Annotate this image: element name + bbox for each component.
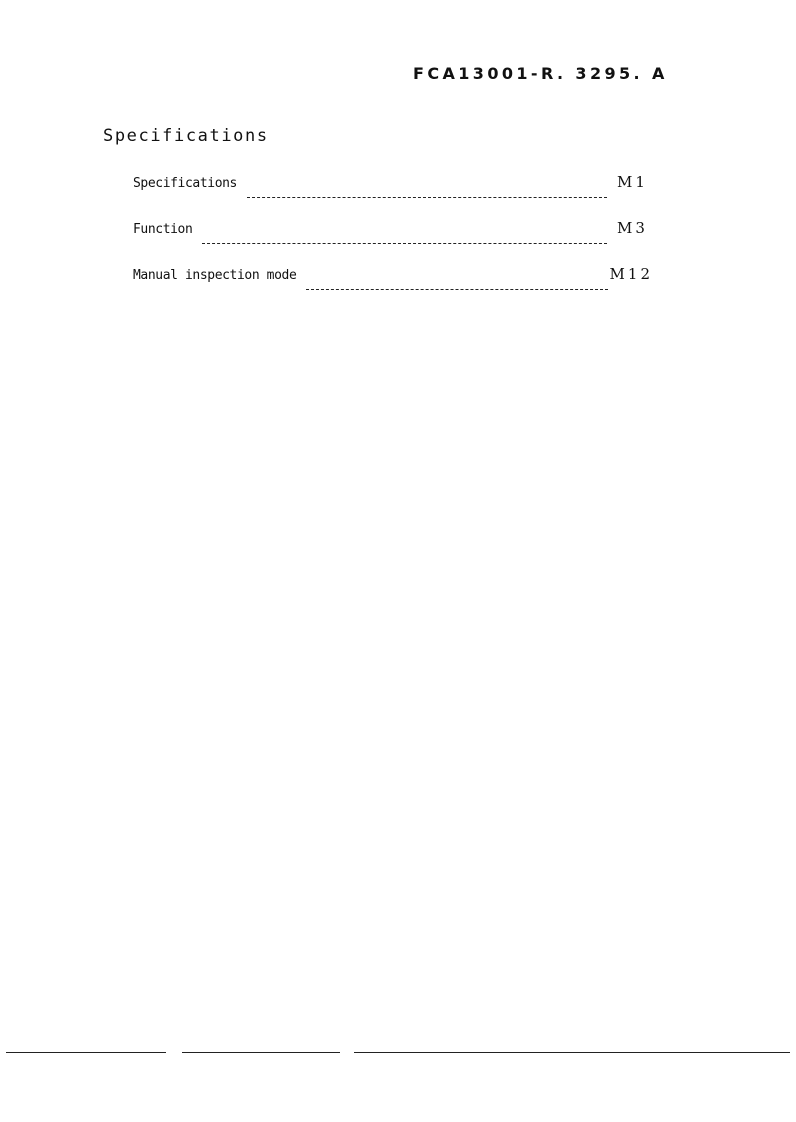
- toc-entry-label: Manual inspection mode: [133, 268, 297, 283]
- footer-rule: [182, 1052, 340, 1053]
- toc-leader-line: [306, 289, 607, 290]
- footer-rule: [354, 1052, 790, 1053]
- toc-entry-specifications: [133, 173, 653, 219]
- toc-entry-manual-inspection-mode: [133, 265, 653, 311]
- toc-entry-function: [133, 219, 653, 265]
- document-code: FCA13001-R. 3295. A: [413, 64, 668, 83]
- toc-entry-page: M12: [609, 265, 653, 283]
- table-of-contents: [133, 173, 653, 311]
- toc-leader-line: [202, 243, 607, 244]
- toc-entry-label: Function: [133, 222, 193, 237]
- toc-entry-page: M1: [617, 173, 648, 191]
- footer-rule: [6, 1052, 166, 1053]
- toc-entry-label: Specifications: [133, 176, 237, 191]
- section-title: Specifications: [103, 126, 269, 146]
- toc-entry-page: M3: [617, 219, 648, 237]
- toc-leader-line: [247, 197, 607, 198]
